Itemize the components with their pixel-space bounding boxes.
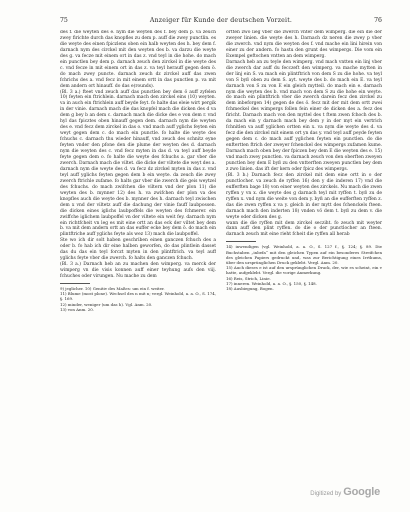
paragraph: Ste wo ich dir solt haben geschriben einen ganczen fchuch des a oder b. fo hab ich dir eine halben geworfen, do das plintlein dasset das du das ein teyl forczt myten in den plintftrich. va teyl auff yglichs feyte vber die zwerch. fo halts den ganczen fchuch.: [60, 238, 216, 262]
text-columns: [60, 30, 382, 472]
running-title: Anzeiger für Kunde der deutschen Vorzeit.: [149, 16, 293, 24]
footnote-divider: [60, 283, 90, 284]
footnote-divider: [226, 241, 256, 242]
footnote: 11) Blume (most plone). Wechsel des n mit n; vergl. Weinhold, a. a. O., S. 174, §. 169.: [60, 291, 216, 302]
footnote: 18) Ausbiegung, Bogen.: [226, 285, 274, 291]
paragraph: des f. die weyten des e. nym die weyten des f. bey dem p. va zeuch zwey firichte durch das knopfles zu dem p. auff die zwey punctlin. es die weyte des einen fpiczlens oben ein halb weyten des h. bey dem f. darnach nym des circkel mit den weyten des b. va darzu die weyte des g. va fecze mit einem ort in das z. vnd teyl in die hohe. do mach ein punctlen bey dem p. darnach zeuch den zirckel in die weyte des c. vnd fecze in mit einem ort in das z. va teyl herauff gegen dem ö. do mach zwey puncte. darnach zeuch dz zirckel auff das zwen fchrichs des a. vnd fecz in mit einem ortt in das punctlen p. va mit dem andern ort hinauff. do das e(rounds).: [60, 30, 216, 89]
page-number-left: 75: [60, 16, 68, 24]
google-logo: Google: [343, 486, 380, 498]
footnote: 17) inneren. Weinhold, a. a. O., §. 150, §. 148.: [226, 280, 317, 286]
paragraph: (Bl. 3 a.) fteet vnd zeuch auff das punctlen bey dem ö auff zyfelen 10) feyten ein ftrichlein. darnach mach den zirckel eins (10) weyten. va in auch ein ftrichlein auff beyde feyt. fo halte das eleie wirt pergik in der vinie. darnach mach die das knopfel mach die dicken des d va dem g bey b an dem c. darnach mach die dicke des e von dem r. vnd hyl das fpicztes oben hinauff gegen dem. darnach nym die weyten des e. vnd fecz dem zirckel in das o. vnd mach auff yglichs feyten ein weyt gegen dem c. do mach ein punctle. fo halte die weyte des fchuchs c. darnach thu wieder hinauff, vnd zeuch des schnitz eyne feyten vnder den pfone den die plume der weyten des d. darnach nym die weyten des c. vnd fecz myten in das d. va teyl auff beyde feyte gegen dem o. fo halte die weyte des fchuchs a. gar vber die zwerch. Darnach mach die viltet. die dicke der viltete die weyt des a. darnach nym die weyte des d. va fecz dz zirckel myten in das z. vnd teyl auff yglichs feyten gegen dem b ein weyte. da zeuch die zwey zwerch ftrichle zufame. fo halts gar vber die zwerch die geis weytzel des fchuchs. do mach zwifchen die viltern vnd der plon 11) die weyten des b. mynner 12) des h. va zwifchen der plon va des knopfles auch die weyte des b. mynner des h. darnach teyl zwischen dem x vnd der viltetz auff die dachung der vinie fauff laubpossen. die dicken eines iglichs laubpoffels die weyten des fchmerer. ein zwiffche iglichem laubpoffel vn der viltete ein weit fey. darnach nym ein richtfcheit vn leg es mit eine ortt an das eck der viltet bey dem b. va mit dem andern ortt an das euffer ecke bey dem ö. do mach ein plintftriche auff yglichs feyte als wez 13) mach die laubpoffel.: [60, 89, 216, 238]
right-column: [226, 30, 382, 472]
digitized-watermark: [310, 486, 380, 498]
paragraph: wann die die ryffen mit dem zirckel secziht. fo zeuch mit weyter dann auff den plint ryffen. do die o der punctlocher an fteen. darnach zeuch mit eine rieht fcheit die ryffen all herab: [226, 220, 382, 238]
paragraph: ortten zwo lieg vber die zwerch vnter dem wimperg. die ein die der zweyer linien. die weyte des h. Darnach dz neren die zwey p vber die zwerch. vnd nym die weyten des f. vnd mache ein lini hirein von einer zu der andern. fo hastu den grunt des wimpergs. Die vom ein Exempel geftochen vntten an dem wimperg.: [226, 30, 382, 59]
footnote: 15) Auch dieses e ist auf den ursprünglichen Druck, der, wie es scheint, ein v hatte, aufgeklebt. Vergl. die vorige Anmerkung.: [226, 265, 382, 276]
footnote: 13) von Anm. 20.: [60, 306, 95, 312]
footnote: 16) Reis, Strich, Linie.: [226, 275, 271, 281]
paragraph: (Bl. 3 a.) Darnach heb an zu machen den wimperg. va merck der wimperg vn die visis konnen auff einer teyhung aufs den viij. fchuches oder virungen. Nu mache zu dem: [60, 262, 216, 280]
paragraph: (Bl. 3 b.) Darnach fecz den zirckel mit dem eine ortt in o der punctlocher. va zeuch de ryffen 16) den y die inderen 17) vnd die eufferften bage 18) von einer weyten des zirckels. Nu mach die zwen ryffen y vn x. die weyte des g darnach teyl mit ryffen t. byß zu de ryffen x. vnd nym die weite von dem y. byß an die eufferften ryffen z. das die zwen ryffen x va y. gleich in der mytt des fchenckels fteen. darnach mach den inderten 18) vnden vö dem t. byß zu dem v. die weyte oder dicken des g.: [226, 172, 382, 220]
footnote: 12) minder, weniger (um das h). Vgl. Anm. 20.: [60, 301, 153, 307]
watermark-prefix: Digitized by: [310, 491, 342, 497]
paragraph: Darnach heb an zu teyle den wimperg. vnd mach vntten ein linj vber die zwerch dar auff du fecczeft den wimperg. va mache mytten in der linj ein S. va mach ein plintftrich von dem S zu die hohe. va teyl von S byß oben zu dem S. ayt. weyte des b. do mach ein E. va teyl darnach von S zu von E ein gleich mytteil. do mach ein e. darnach nym die weyten des b. vnd mach von dem S zu die hohe ein weyte. do mach ein plintftrich vber die zwerch darein fecz den zirckel zu dem inbeforgen 14) gegen de des ö. fecz mit der mit dem ortt zwei fchmeckel des wimpergs follen fein einer de dicken des a. fecz des firicht. Darnach mach von den myttel des t ftem zwen fchoch des b. da mach ein y darnach mach bey dem y in der myt ein vertrich fchnitlen va auff yglichen ortten ein x. va nym die weyte des d. va fecz die den zirckel mit einem ort yn das y. vnd teyl auff peyde feyten gegen dem c. do mach auff yglichen feyten ein punctlen. do die enftertten ftrich der zweyer fchenckel des wimpergs zufamen kume. Darnach mach oben bey der fpiczen bey dem E die weyten des e. 15) vnd mach zwey punctlen. va darnach zeuch von den oberften zweyen punctlen bey dem E byß zu den vntterften zweyen punctlen bey dem z zwo linien. das ift der kern oder fpicz des wimpergs.: [226, 59, 382, 172]
page-number-right: 76: [374, 16, 382, 24]
page-header: [60, 14, 382, 26]
footnote: 14) inwendigen (vgl. Weinhold, a. a. O., S. 127 f., §. 124; §. 89. Die Buchstaben „inbefa“ mit den gleichen Typen auf ein besonderes Streifchen des gleichen Papiers gedruckt und, was zur Berichtigung eines Irrthums, über den ursprünglichen Druck geklebt. Vergl. Anm. 20.: [226, 244, 382, 265]
left-column: [60, 30, 216, 472]
footnote: 9) jeglicher. 10) Genitiv des Maßes: um ein f. weiter.: [60, 286, 165, 292]
